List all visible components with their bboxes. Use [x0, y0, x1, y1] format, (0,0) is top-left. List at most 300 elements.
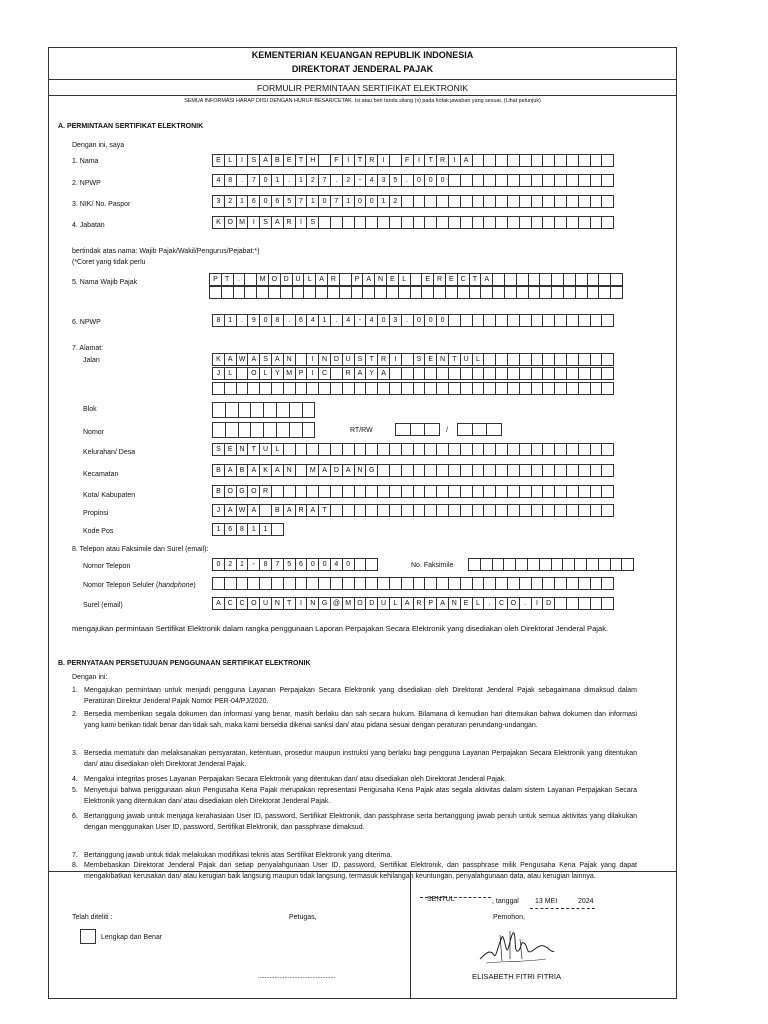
char-box: L [224, 154, 237, 167]
fill-instruction: SEMUA INFORMASI HARAP DIISI DENGAN HURUF BESAR/CETAK. Isi atau beri tanda silang (x) pada kotak jawaban yang sesuai. (Lihat petunjuk) [184, 98, 541, 104]
char-box: . [401, 314, 414, 327]
char-box: I [236, 154, 249, 167]
char-box: 2 [306, 174, 319, 187]
date-underline [530, 908, 595, 909]
char-box: 0 [424, 174, 437, 187]
char-box: S [247, 154, 260, 167]
statement-text: Mengajukan permintaan untuk menjadi pengguna Layanan Perpajakan Secara Elektronik yang disediakan oleh Direktorat Jenderal Pajak sebagaimana dimaksud dalam Peraturan Direktur Jenderal Pajak Nomor PER-04/PJ/2020. [84, 687, 637, 705]
char-box: N [283, 464, 296, 477]
char-box: S [212, 443, 225, 456]
seluler-field[interactable] [212, 577, 614, 590]
char-box: H [306, 154, 319, 167]
char-box: E [460, 597, 473, 610]
char-box: A [315, 273, 328, 286]
char-box: 4 [365, 314, 378, 327]
char-box [601, 174, 614, 187]
char-box: 9 [247, 314, 260, 327]
jabatan-field[interactable] [212, 216, 614, 229]
statement-item [72, 786, 637, 807]
char-box: L [224, 367, 237, 380]
statement-number: 8. [72, 862, 78, 869]
char-box: S [413, 353, 426, 366]
char-box: R [433, 273, 446, 286]
char-box: U [259, 597, 272, 610]
char-box: G [365, 464, 378, 477]
char-box: 1 [318, 314, 331, 327]
divider [48, 79, 677, 80]
char-box: L [303, 273, 316, 286]
char-box: A [401, 597, 414, 610]
char-box: 7 [318, 174, 331, 187]
statement-item [72, 686, 637, 707]
char-box: 6 [247, 195, 260, 208]
char-box: 0 [342, 558, 355, 571]
char-box: R [377, 353, 390, 366]
char-box: 0 [354, 195, 367, 208]
npwp-field[interactable] [212, 174, 614, 187]
char-box: G [236, 485, 249, 498]
seluler-label: Nomor Telepon Seluler (handphone) [83, 582, 196, 589]
jalan-label: Jalan [83, 357, 100, 364]
char-box: F [330, 154, 343, 167]
char-box: B [212, 485, 225, 498]
char-box: T [318, 504, 331, 517]
char-box [302, 422, 316, 438]
char-box: Y [271, 367, 284, 380]
char-box: 0 [413, 314, 426, 327]
blok-field[interactable] [212, 402, 315, 418]
char-box: 0 [377, 314, 390, 327]
char-box: E [424, 353, 437, 366]
char-box: A [224, 504, 237, 517]
char-box: 0 [318, 195, 331, 208]
char-box: B [236, 464, 249, 477]
char-box: O [247, 485, 260, 498]
char-box [276, 422, 290, 438]
place-field[interactable]: SENTUL [427, 896, 455, 903]
char-box [610, 286, 623, 299]
char-box [263, 402, 277, 418]
char-box: . [236, 174, 249, 187]
officer-label: Petugas, [289, 914, 317, 921]
statement-number: 3. [72, 750, 78, 757]
char-box: M [236, 216, 249, 229]
rtrw-separator: / [446, 427, 448, 434]
char-box: . [483, 597, 496, 610]
kodepos-label: Kode Pos [83, 528, 114, 535]
acting-note: (*Coret yang tidak perlu [72, 259, 146, 266]
char-box: I [448, 154, 461, 167]
char-box: E [445, 273, 458, 286]
char-box: 4 [342, 314, 355, 327]
char-box: R [295, 504, 308, 517]
char-box: 4 [365, 174, 378, 187]
surel-field[interactable] [212, 597, 614, 610]
char-box: 5 [283, 558, 296, 571]
char-box: . [330, 174, 343, 187]
nama-field[interactable] [212, 154, 614, 167]
char-box: R [327, 273, 340, 286]
char-box: T [448, 353, 461, 366]
char-box: D [365, 597, 378, 610]
char-box: I [306, 353, 319, 366]
applicant-signature [476, 925, 556, 969]
char-box: R [436, 154, 449, 167]
char-box: . [330, 314, 343, 327]
char-box: T [424, 154, 437, 167]
char-box: 3 [377, 174, 390, 187]
char-box: K [212, 353, 225, 366]
char-box: A [271, 216, 284, 229]
char-box: 0 [436, 314, 449, 327]
char-box: 6 [224, 523, 237, 536]
char-box: A [377, 367, 390, 380]
char-box: L [472, 353, 485, 366]
intro-text: Dengan ini, saya [72, 142, 125, 149]
kecamatan-field[interactable] [212, 464, 614, 477]
char-box: L [259, 367, 272, 380]
char-box: L [398, 273, 411, 286]
ministry-title: KEMENTERIAN KEUANGAN REPUBLIK INDONESIA [251, 50, 474, 60]
statement-text: Membebaskan Direktorat Jenderal Pajak dari setiap penyalahgunaan User ID, password, Sertifikat Elektronik, dan passphrase milik Pengusaha Kena Pajak yang dapat mengakibatkan kerusakan dan/ atau kerugian baik langsung maupun tidak langsung, termasuk kehilangan keuntungan, penyalahgunaan data, atau kerugian lainnya. [84, 862, 637, 880]
char-box: L [271, 443, 284, 456]
char-box: T [283, 597, 296, 610]
char-box: R [365, 154, 378, 167]
char-box: T [221, 273, 234, 286]
complete-checkbox[interactable] [80, 929, 96, 944]
char-box: R [342, 367, 355, 380]
char-box: I [295, 216, 308, 229]
char-box: A [306, 504, 319, 517]
char-box: A [224, 353, 237, 366]
kelurahan-field[interactable] [212, 443, 614, 456]
char-box: O [247, 597, 260, 610]
char-box: 1 [377, 195, 390, 208]
char-box: 1 [236, 195, 249, 208]
kota-field[interactable] [212, 485, 614, 498]
telepon-field[interactable] [212, 558, 378, 571]
char-box: D [280, 273, 293, 286]
npwp-wp-field[interactable] [212, 314, 614, 327]
char-box: D [330, 353, 343, 366]
char-box: - [354, 174, 367, 187]
jabatan-label: 4. Jabatan [72, 222, 105, 229]
char-box: 5 [389, 174, 402, 187]
char-box: 3 [212, 195, 225, 208]
nomor-label: Nomor [83, 429, 105, 436]
divider [48, 95, 677, 96]
char-box: 0 [365, 195, 378, 208]
footer-vdivider [410, 871, 411, 999]
char-box: 1 [342, 195, 355, 208]
nama-wp-label: 5. Nama Wajib Pajak [72, 279, 138, 286]
char-box [289, 402, 303, 418]
char-box: 0 [436, 174, 449, 187]
char-box: 8 [271, 314, 284, 327]
closing-statement: mengajukan permintaan Sertifikat Elektronik dalam rangka penggunaan Laporan Perpajakan Secara Elektronik yang disediakan oleh Direktorat Jenderal Pajak. [72, 624, 609, 633]
char-box: 1 [212, 523, 225, 536]
char-box [365, 558, 378, 571]
statement-text: Bertanggung jawab untuk tidak melakukan modifikasi teknis atas Sertifikat Elektronik yang diterima. [84, 852, 393, 859]
date-year[interactable]: 2024 [578, 898, 594, 905]
statement-item [72, 812, 637, 833]
statement-text: Mengakui integritas proses Layanan Perpajakan Secara Elektronik yang ditentukan dan/ atau disediakan oleh Direktorat Jenderal Pajak. [84, 776, 507, 783]
kodepos-field[interactable] [212, 523, 284, 536]
char-box: P [424, 597, 437, 610]
char-box: N [283, 353, 296, 366]
char-box: A [247, 464, 260, 477]
char-box: I [247, 216, 260, 229]
char-box: 8 [236, 523, 249, 536]
char-box: 1 [224, 314, 237, 327]
char-box: A [224, 464, 237, 477]
char-box: M [256, 273, 269, 286]
char-box: Y [365, 367, 378, 380]
statement-number: 2. [72, 711, 78, 718]
kota-label: Kota/ Kabupaten [83, 492, 136, 499]
char-box: N [306, 597, 319, 610]
char-box: . [233, 273, 246, 286]
char-box: M [342, 597, 355, 610]
statement-number: 7. [72, 852, 78, 859]
char-box [212, 422, 226, 438]
statement-text: Bersedia memberikan segala dokumen dan informasi yang benar, masih berlaku dan sah secara hukum. Bilamana di kemudian hari ditemukan bahwa dokumen dan informasi yang kami berikan tidak benar dan tidak sah, maka kami bersedia dikenai sanksi dan/ atau pidana sesuai dengan peraturan perundang-undangan. [84, 711, 637, 729]
statement-number: 4. [72, 776, 78, 783]
rtrw-label: RT/RW [350, 427, 373, 434]
statement-text: Bertanggung jawab untuk menjaga kerahasiaan User ID, password, Sertifikat Elektronik, dan passphrase serta bertanggung jawab penuh untuk semua aktivitas yang dilakukan dengan menggunakan User ID, password, Sertifikat Elektronik, dan passphrase dimaksud. [84, 813, 637, 831]
char-box: A [283, 504, 296, 517]
char-box: 1 [295, 174, 308, 187]
nomor-field[interactable] [212, 422, 315, 438]
char-box: 2 [224, 558, 237, 571]
blok-label: Blok [83, 406, 97, 413]
char-box: O [224, 216, 237, 229]
char-box: N [436, 353, 449, 366]
char-box: 1 [259, 523, 272, 536]
char-box: I [413, 154, 426, 167]
section-a-title: A. PERMINTAAN SERTIFIKAT ELEKTRONIK [58, 123, 204, 130]
char-box: O [224, 485, 237, 498]
char-box: A [247, 504, 260, 517]
char-box: E [212, 154, 225, 167]
char-box: 8 [224, 174, 237, 187]
char-box: 6 [295, 558, 308, 571]
rt-field[interactable] [395, 423, 440, 436]
char-box: I [295, 597, 308, 610]
char-box: N [448, 597, 461, 610]
jalan-field-line1[interactable] [212, 353, 614, 366]
char-box: 1 [306, 195, 319, 208]
char-box: U [342, 353, 355, 366]
date-day-month[interactable]: 13 MEI [535, 898, 558, 905]
char-box [424, 423, 440, 436]
char-box: P [295, 367, 308, 380]
section-b-intro: Dengan ini: [72, 674, 108, 681]
char-box: E [421, 273, 434, 286]
char-box: S [306, 216, 319, 229]
char-box: 3 [389, 314, 402, 327]
char-box: B [212, 464, 225, 477]
char-box: T [295, 154, 308, 167]
char-box: 7 [271, 558, 284, 571]
alamat-label: 7. Alamat: [72, 345, 104, 352]
fax-label: No. Faksimile [411, 562, 454, 569]
char-box: S [259, 216, 272, 229]
char-box: I [342, 154, 355, 167]
char-box: B [271, 154, 284, 167]
char-box [621, 558, 634, 571]
char-box [601, 195, 614, 208]
kecamatan-label: Kecamatan [83, 471, 119, 478]
char-box [601, 577, 614, 590]
char-box: C [318, 367, 331, 380]
char-box [610, 273, 623, 286]
char-box: 6 [271, 195, 284, 208]
propinsi-field[interactable] [212, 504, 614, 517]
char-box: S [354, 353, 367, 366]
contact-label: 8. Telepon atau Faksimile dan Surel (email): [72, 546, 209, 553]
char-box [250, 402, 264, 418]
char-box: 0 [259, 174, 272, 187]
char-box [395, 423, 411, 436]
char-box: 1 [247, 523, 260, 536]
char-box: U [460, 353, 473, 366]
char-box: 1 [236, 558, 249, 571]
char-box [271, 523, 284, 536]
char-box [302, 402, 316, 418]
telepon-label: Nomor Telepon [83, 563, 131, 570]
applicant-name: ELISABETH FITRI FITRIA [472, 972, 562, 981]
char-box: P [209, 273, 222, 286]
jalan-field-line2[interactable] [212, 367, 614, 380]
char-box: O [354, 597, 367, 610]
char-box: U [292, 273, 305, 286]
nik-passport-field[interactable] [212, 195, 614, 208]
char-box: G [318, 597, 331, 610]
char-box: N [236, 443, 249, 456]
char-box: S [259, 353, 272, 366]
footer-divider [48, 871, 677, 872]
char-box: . [236, 314, 249, 327]
propinsi-label: Propinsi [83, 510, 109, 517]
char-box: R [413, 597, 426, 610]
char-box: I [389, 353, 402, 366]
acting-on-behalf-text: bertindak atas nama: Wajib Pajak/Wakil/Pengurus/Pejabat:*) [72, 248, 260, 255]
npwp-wp-label: 6. NPWP [72, 319, 101, 326]
statement-text: Menyetujui bahwa penggunaan akun Pengusaha Kena Pajak merupakan representasi Pengusaha Kena Pajak atas segala aktivitas dalam sistem Layanan Perpajakan Secara Elektronik yang ditentukan dan/ atau disediakan oleh Direktorat Jenderal Pajak. [84, 787, 637, 805]
char-box [238, 402, 252, 418]
char-box [250, 422, 264, 438]
char-box: - [354, 314, 367, 327]
char-box: . [283, 314, 296, 327]
char-box: E [283, 154, 296, 167]
char-box [601, 154, 614, 167]
char-box: O [507, 597, 520, 610]
form-title: FORMULIR PERMINTAAN SERTIFIKAT ELEKTRONIK [257, 83, 468, 93]
char-box [601, 485, 614, 498]
char-box [263, 422, 277, 438]
char-box: 7 [330, 195, 343, 208]
char-box: C [495, 597, 508, 610]
rw-field[interactable] [457, 423, 502, 436]
char-box: 4 [212, 174, 225, 187]
char-box [601, 597, 614, 610]
char-box: A [247, 353, 260, 366]
char-box: C [457, 273, 470, 286]
char-box: 4 [330, 558, 343, 571]
char-box: J [212, 504, 225, 517]
char-box [276, 402, 290, 418]
char-box: B [271, 504, 284, 517]
char-box [225, 422, 239, 438]
char-box: A [436, 597, 449, 610]
char-box: T [354, 154, 367, 167]
char-box: . [401, 174, 414, 187]
char-box: 0 [318, 558, 331, 571]
char-box [601, 443, 614, 456]
char-box: T [365, 353, 378, 366]
char-box: D [330, 464, 343, 477]
statement-number: 6. [72, 813, 78, 820]
statement-number: 1. [72, 687, 78, 694]
nama-wp-field-line1[interactable] [209, 273, 623, 286]
char-box: A [318, 464, 331, 477]
char-box: 2 [389, 195, 402, 208]
nama-wp-field-line2[interactable] [209, 286, 623, 299]
checked-label: Telah diteliti : [72, 914, 113, 921]
char-box: 0 [212, 558, 225, 571]
char-box: J [212, 367, 225, 380]
char-box [601, 464, 614, 477]
char-box: O [247, 367, 260, 380]
statement-item [72, 749, 637, 770]
jalan-field-line3[interactable] [212, 382, 614, 395]
char-box: N [271, 597, 284, 610]
char-box: A [259, 154, 272, 167]
char-box: O [268, 273, 281, 286]
char-box: A [271, 353, 284, 366]
char-box [601, 216, 614, 229]
statement-text: Bersedia mematuhi dan melaksanakan persyaratan, ketentuan, prosedur maupun instruksi yang berlaku bagi pengguna Layanan Perpajakan Secara Elektronik yang ditentukan dan/ atau disediakan oleh Direktorat Jenderal Pajak. [84, 750, 637, 768]
fax-field[interactable] [468, 558, 634, 571]
char-box: M [283, 367, 296, 380]
npwp-label: 2. NPWP [72, 180, 101, 187]
char-box: U [377, 597, 390, 610]
char-box: 4 [306, 314, 319, 327]
char-box: R [259, 485, 272, 498]
char-box: 0 [306, 558, 319, 571]
section-b-title: B. PERNYATAAN PERSETUJUAN PENGGUNAAN SERTIFIKAT ELEKTRONIK [58, 660, 311, 667]
char-box: 7 [247, 174, 260, 187]
char-box [601, 504, 614, 517]
char-box: 0 [424, 314, 437, 327]
char-box: C [224, 597, 237, 610]
statement-item [72, 710, 637, 731]
directorate-title: DIREKTORAT JENDERAL PAJAK [291, 64, 434, 74]
char-box [601, 353, 614, 366]
char-box: A [480, 273, 493, 286]
char-box [238, 422, 252, 438]
officer-signature-line: ............................................... [258, 973, 336, 980]
char-box: 2 [224, 195, 237, 208]
char-box: 0 [259, 314, 272, 327]
kelurahan-label: Kelurahan/ Desa [83, 449, 136, 456]
statement-item [72, 775, 637, 786]
char-box: . [519, 597, 532, 610]
char-box: I [377, 154, 390, 167]
char-box: N [318, 353, 331, 366]
char-box: 0 [259, 195, 272, 208]
